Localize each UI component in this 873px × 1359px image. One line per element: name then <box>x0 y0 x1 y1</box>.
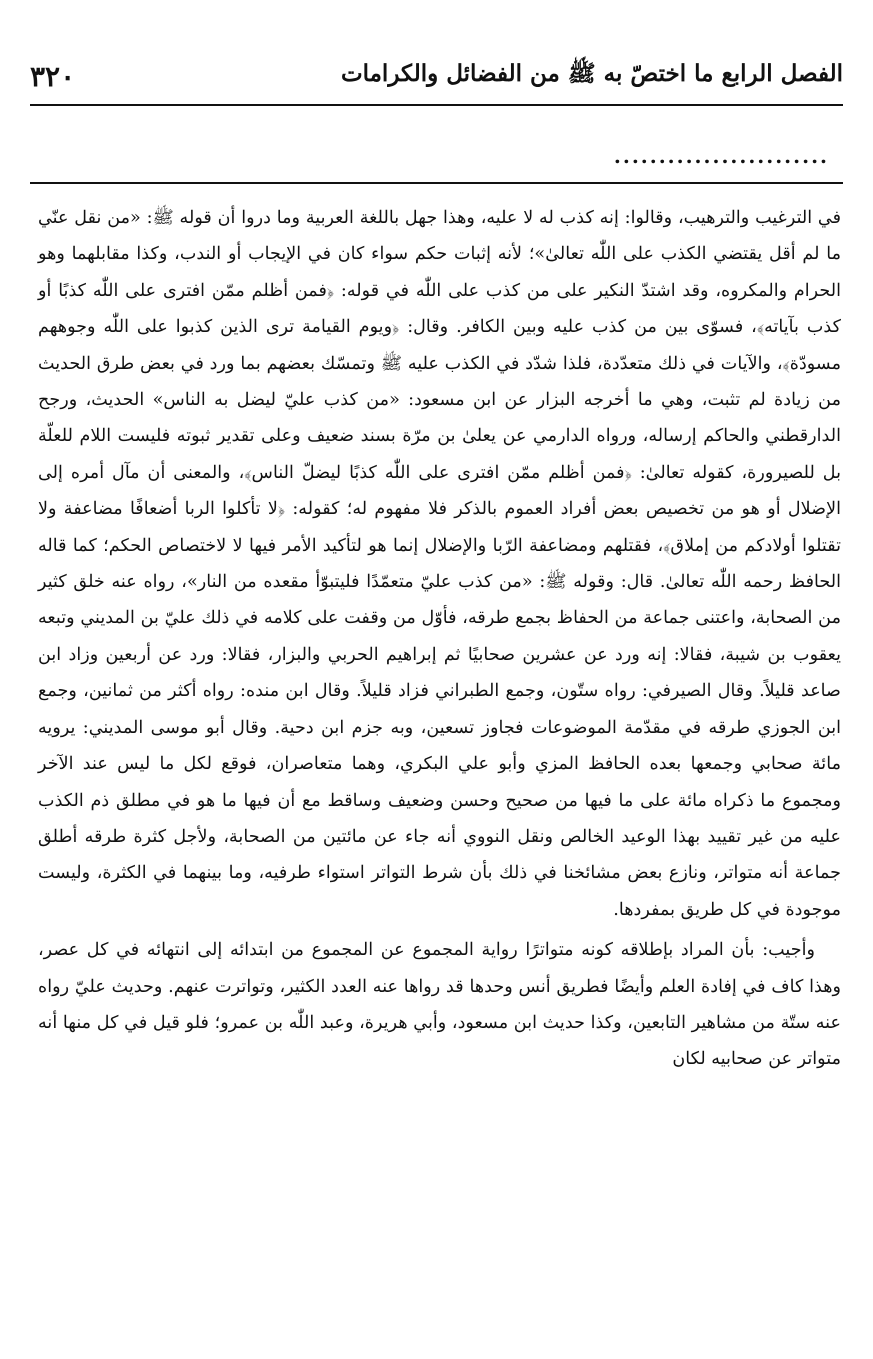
header-rule <box>30 104 843 106</box>
page-number: ٣٢٠ <box>30 59 76 93</box>
body-text <box>38 200 841 1078</box>
page-header <box>30 60 843 92</box>
running-title: الفصل الرابع ما اختصّ به ﷺ من الفضائل والكرامات <box>340 60 843 87</box>
separator-dots: ........................ <box>613 144 829 168</box>
paragraph-2: وأجيب: بأن المراد بإطلاقه كونه متواترًا رواية المجموع عن المجموع من ابتدائه إلى انتهائه في كل عصر، وهذا كاف في إفادة العلم وأيضًا فطريق أنس وحدها قد رواها عنه العدد الكثير، وتواترت عنهم. وحديث عليّ رواه عنه ستّة من مشاهير التابعين، وكذا حديث ابن مسعود، وأبي هريرة، وعبد اللّٰه بن عمرو؛ فلو قيل في كل منها أنه متواتر عن صحابيه لكان <box>38 940 841 1070</box>
header-rule-lower <box>30 182 843 184</box>
paragraph-1: في الترغيب والترهيب، وقالوا: إنه كذب له لا عليه، وهذا جهل باللغة العربية وما دروا أن قوله ﷺ: «من نقل عنّي ما لم أقل يقتضي الكذب على اللّٰه تعالىٰ»؛ لأنه إثبات حكم سواء كان في الإيجاب أو الندب، وكذا مقابلهما وهو الحرام والمكروه، وقد اشتدّ النكير على من كذب على اللّٰه في قوله: ﴿فمن أظلم ممّن افترى على اللّٰه كذبًا أو كذب بآياته﴾، فسوّى بين من كذب عليه وبين الكافر. وقال: ﴿ويوم القيامة ترى الذين كذبوا على اللّٰه وجوههم مسودّة﴾، والآيات في ذلك متعدّدة، فلذا شدّد في الكذب عليه ﷺ وتمسّك بعضهم بما ورد في بعض طرق الحديث من زيادة لم تثبت، وهي ما أخرجه البزار عن ابن مسعود: «من كذب عليّ ليضل به الناس» الحديث، ورجح الدارقطني والحاكم إرساله، ورواه الدارمي عن يعلىٰ بن مرّة بسند ضعيف وعلى تقدير ثبوته فليست اللام للعلّة بل للصيرورة، كقوله تعالىٰ: ﴿فمن أظلم ممّن افترى على اللّٰه كذبًا ليضلّ الناس﴾، والمعنى أن مآل أمره إلى الإضلال أو هو من تخصيص بعض أفراد العموم بالذكر فلا مفهوم له؛ كقوله: ﴿لا تأكلوا الربا أضعافًا مضاعفة ولا تقتلوا أولادكم من إملاق﴾، فقتلهم ومضاعفة الرّبا والإضلال إنما هو لتأكيد الأمر فيها لا لاختصاص الحكم؛ كما قاله الحافظ رحمه اللّٰه تعالىٰ. قال: وقوله ﷺ: «من كذب عليّ متعمّدًا فليتبوّأ مقعده من النار»، رواه عنه خلق كثير من الصحابة، واعتنى جماعة من الحفاظ بجمع طرقه، فأوّل من وقفت على كلامه في ذلك عليّ بن المديني وتبعه يعقوب بن شيبة، فقالا: إنه ورد عن عشرين صحابيًا ثم إبراهيم الحربي والبزار، فقالا: ورد عن أربعين وزاد ابن صاعد قليلاً. وقال الصيرفي: رواه ستّون، وجمع الطبراني فزاد قليلاً. وقال ابن منده: رواه أكثر من ثمانين، وجمع ابن الجوزي طرقه في مقدّمة الموضوعات فجاوز تسعين، وبه جزم ابن دحية. وقال أبو موسى المديني: يرويه مائة صحابي وجمعها بعده الحافظ المزي وأبو علي البكري، وهما متعاصران، فوقع لكل ما ليس عند الآخر ومجموع ما ذكراه مائة على ما فيها من صحيح وحسن وضعيف وساقط مع أن فيها ما هو في مطلق ذم الكذب عليه من غير تقييد بهذا الوعيد الخالص ونقل النووي أنه جاء عن مائتين من الصحابة، ولأجل كثرة طرقه أطلق جماعة أنه متواتر، ونازع بعض مشائخنا في ذلك بأن شرط التواتر استواء طرفيه، وما بينهما في الكثرة، وليست موجودة في كل طريق بمفردها. <box>38 208 841 920</box>
